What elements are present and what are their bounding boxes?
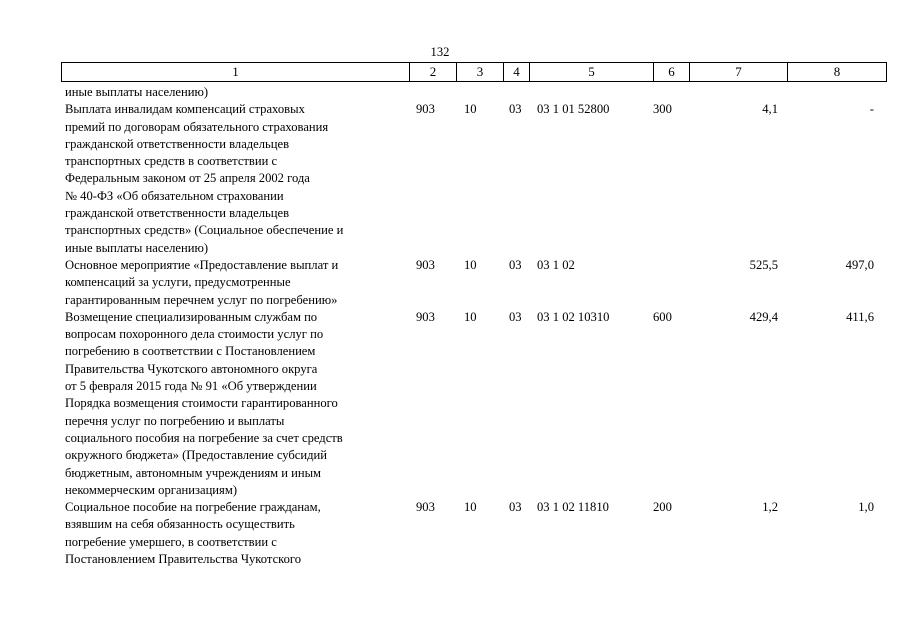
- row-amount-1: 525,5: [749, 257, 778, 272]
- table-row: [61, 257, 878, 309]
- column-header-1: 1: [62, 63, 410, 82]
- row-expense-type: 300: [653, 102, 672, 117]
- row-ministry-code: 903: [416, 309, 435, 324]
- row-amount-1: 429,4: [749, 309, 778, 324]
- column-header-6: 6: [654, 63, 690, 82]
- row-section-code: 10: [464, 500, 477, 515]
- row-target-code: 03 1 02 10310: [537, 309, 610, 324]
- row-description: Возмещение специализированным службам по вопросам похоронного дела стоимости услуг по погребению в соответствии с Постановлением Правительства Чукотского автономного округа от 5 февраля 2015 года № 91 «Об утверждении Порядка возмещения стоимости гарантированного перечня услуг по погребению и выплаты социального пособия на погребение за счет средств окружного бюджета» (Предоставление субсидий бюджетным, автономным учреждениям и иным некоммерческим организациям): [65, 309, 343, 497]
- row-subsection-code: 03: [509, 102, 522, 117]
- row-description: Выплата инвалидам компенсаций страховых премий по договорам обязательного страхования гражданской ответственности владельцев транспортных средств в соответствии с Федеральным законом от 25 апреля 2002 года № 40-ФЗ «Об обязательном страховании гражданской ответственности владельцев транспортных средств» (Социальное обеспечение и иные выплаты населению): [65, 102, 344, 255]
- row-section-code: 10: [464, 102, 477, 117]
- column-header-5: 5: [530, 63, 654, 82]
- page-number: 132: [430, 45, 450, 59]
- row-target-code: 03 1 02 11810: [537, 500, 609, 515]
- budget-table-body: [61, 84, 878, 568]
- table-row: [61, 309, 878, 499]
- table-row: [61, 84, 878, 101]
- column-header-2: 2: [410, 63, 457, 82]
- row-expense-type: 200: [653, 500, 672, 515]
- column-header-row: [62, 63, 887, 82]
- row-section-code: 10: [464, 257, 477, 272]
- row-target-code: 03 1 02: [537, 257, 575, 272]
- table-row: [61, 499, 878, 568]
- row-amount-1: 1,2: [762, 500, 778, 515]
- column-header-4: 4: [504, 63, 530, 82]
- row-section-code: 10: [464, 309, 477, 324]
- row-ministry-code: 903: [416, 102, 435, 117]
- row-ministry-code: 903: [416, 500, 435, 515]
- column-header-table: [61, 62, 887, 82]
- row-target-code: 03 1 01 52800: [537, 102, 610, 117]
- row-subsection-code: 03: [509, 500, 522, 515]
- table-row: [61, 101, 878, 257]
- row-amount-2: 497,0: [845, 257, 874, 272]
- row-amount-1: 4,1: [762, 102, 778, 117]
- column-header-3: 3: [457, 63, 504, 82]
- row-description: иные выплаты населению): [65, 85, 209, 99]
- row-subsection-code: 03: [509, 309, 522, 324]
- row-description: Основное мероприятие «Предоставление выплат и компенсаций за услуги, предусмотренные гарантированным перечнем услуг по погребению»: [65, 257, 339, 307]
- row-expense-type: 600: [653, 309, 672, 324]
- row-amount-2: 1,0: [858, 500, 874, 515]
- row-ministry-code: 903: [416, 257, 435, 272]
- row-amount-2: -: [869, 102, 874, 117]
- column-header-8: 8: [788, 63, 887, 82]
- row-amount-2: 411,6: [846, 309, 874, 324]
- row-subsection-code: 03: [509, 257, 522, 272]
- column-header-7: 7: [690, 63, 788, 82]
- row-description: Социальное пособие на погребение гражданам, взявшим на себя обязанность осуществить погребение умершего, в соответствии с Постановлением Правительства Чукотского: [65, 500, 321, 567]
